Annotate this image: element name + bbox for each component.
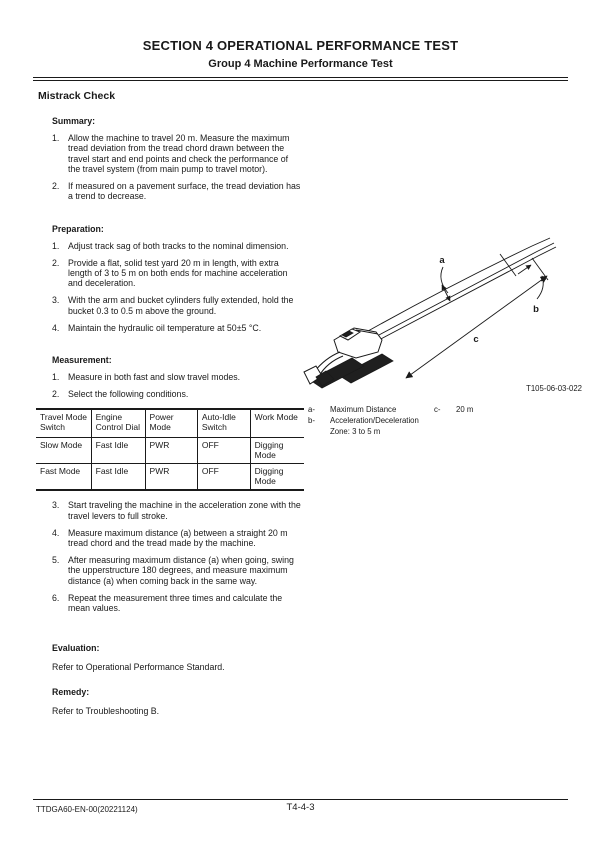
evaluation-text: Refer to Operational Performance Standard. (52, 661, 225, 672)
header-divider (33, 77, 568, 81)
end-tick-2 (532, 258, 548, 280)
callout-a: a (439, 255, 445, 266)
table-cell: Fast Idle (91, 438, 145, 464)
column-header: Travel Mode Switch (40, 412, 87, 433)
legend-column-left (308, 404, 438, 437)
list-item (52, 555, 302, 586)
page-heading: Mistrack Check (38, 90, 116, 102)
footer-divider (33, 799, 568, 800)
mistrack-figure (296, 236, 598, 448)
table-cell: Fast Idle (91, 464, 145, 491)
item-text: Repeat the measurement three times and calculate the mean values. (68, 592, 283, 614)
list-item (52, 241, 302, 251)
legend-key: a- (308, 405, 315, 414)
item-number: 4. (52, 527, 60, 538)
list-item (52, 593, 302, 614)
item-text: If measured on a pavement surface, the tread deviation has a trend to decrease. (68, 181, 301, 202)
table-cell: PWR (145, 464, 197, 491)
conditions-table (36, 408, 304, 491)
legend-column-right (434, 404, 524, 415)
legend-key: c- (434, 405, 441, 414)
excavator-illustration (304, 328, 393, 388)
section-title: SECTION 4 OPERATIONAL PERFORMANCE TEST (142, 38, 459, 53)
legend-item-b (308, 415, 438, 437)
legend-text: 20 m (456, 405, 474, 414)
list-item (52, 500, 302, 521)
item-text: Maintain the hydraulic oil temperature at 50±5 °C. (68, 322, 262, 333)
item-number: 2. (52, 257, 60, 268)
table-cell: OFF (197, 464, 250, 491)
list-item (52, 323, 302, 333)
list-item (52, 181, 302, 202)
group-title: Group 4 Machine Performance Test (208, 58, 393, 70)
column-header: Auto-Idle Switch (197, 409, 250, 438)
column-header: Power Mode (145, 409, 197, 438)
tread-chord-line-2 (360, 247, 556, 350)
list-item (52, 133, 302, 175)
list-item (52, 372, 302, 382)
column-header: Work Mode (250, 409, 304, 438)
item-text: Measure maximum distance (a) between a straight 20 m tread chord and the tread made by the machine. (68, 527, 288, 549)
legend-item-a (308, 404, 438, 415)
footer-document-code: TTDGA60-EN-00(20221124) (36, 805, 138, 814)
remedy-label: Remedy: (52, 687, 90, 698)
preparation-label: Preparation: (52, 223, 104, 234)
table-cell: Digging Mode (250, 464, 304, 491)
callout-c: c (473, 334, 479, 345)
legend-text: Acceleration/Deceleration Zone: 3 to 5 m (330, 416, 419, 436)
summary-label: Summary: (52, 116, 96, 126)
item-number: 6. (52, 592, 60, 603)
table-header-row (36, 409, 304, 438)
table-cell: Fast Mode (36, 464, 91, 491)
evaluation-label: Evaluation: (52, 643, 100, 654)
item-number: 1. (52, 132, 60, 143)
figure-code: T105-06-03-022 (526, 384, 582, 393)
item-number: 2. (52, 388, 60, 399)
body-text-column (40, 116, 304, 716)
item-text: After measuring maximum distance (a) when going, swing the upperstructure 180 degrees, and measure maximum distance (a) when coming back in the same way. (68, 554, 294, 586)
item-number: 3. (52, 295, 60, 306)
table-row (36, 464, 304, 491)
list-item (52, 295, 302, 316)
item-number: 1. (52, 240, 60, 251)
tread-chord-line-1 (358, 243, 554, 346)
item-text: Start traveling the machine in the acceleration zone with the travel levers to full stroke. (68, 500, 301, 521)
table-cell: Digging Mode (250, 438, 304, 464)
item-number: 3. (52, 500, 60, 511)
legend-item-c (434, 404, 524, 415)
table-cell: Slow Mode (36, 438, 91, 464)
item-text: With the arm and bucket cylinders fully extended, hold the bucket 0.3 to 0.5 m above the ground. (68, 295, 294, 316)
list-item (52, 389, 302, 399)
item-text: Measure in both fast and slow travel modes. (68, 372, 241, 382)
item-number: 2. (52, 181, 60, 192)
footer-page-number: T4-4-3 (286, 802, 315, 813)
callout-b: b (533, 304, 539, 315)
item-text: Adjust track sag of both tracks to the nominal dimension. (68, 240, 289, 251)
table-cell: OFF (197, 438, 250, 464)
measurement-label: Measurement: (52, 355, 112, 366)
table-cell: PWR (145, 438, 197, 464)
list-item (52, 258, 302, 289)
list-item (52, 528, 302, 549)
item-text: Provide a flat, solid test yard 20 m in length, with extra length of 3 to 5 m on both ends for machine acceleration and deceleration. (68, 257, 288, 289)
item-number: 1. (52, 372, 60, 382)
item-text: Allow the machine to travel 20 m. Measure the maximum tread deviation from the tread chord drawn between the travel start and end points and check the performance of the travel system (from main pump to travel motor). (68, 132, 290, 175)
legend-key: b- (308, 416, 315, 425)
mistrack-diagram (296, 236, 598, 396)
remedy-text: Refer to Troubleshooting B. (52, 705, 160, 716)
table-row (36, 438, 304, 464)
dimension-line-c (406, 276, 547, 378)
legend-text: Maximum Distance (330, 405, 397, 414)
item-text: Select the following conditions. (68, 388, 189, 399)
tread-path-curve (352, 238, 550, 340)
column-header: Engine Control Dial (91, 409, 145, 438)
zone-arrow (518, 265, 531, 274)
item-number: 5. (52, 554, 60, 565)
item-number: 4. (52, 322, 60, 333)
